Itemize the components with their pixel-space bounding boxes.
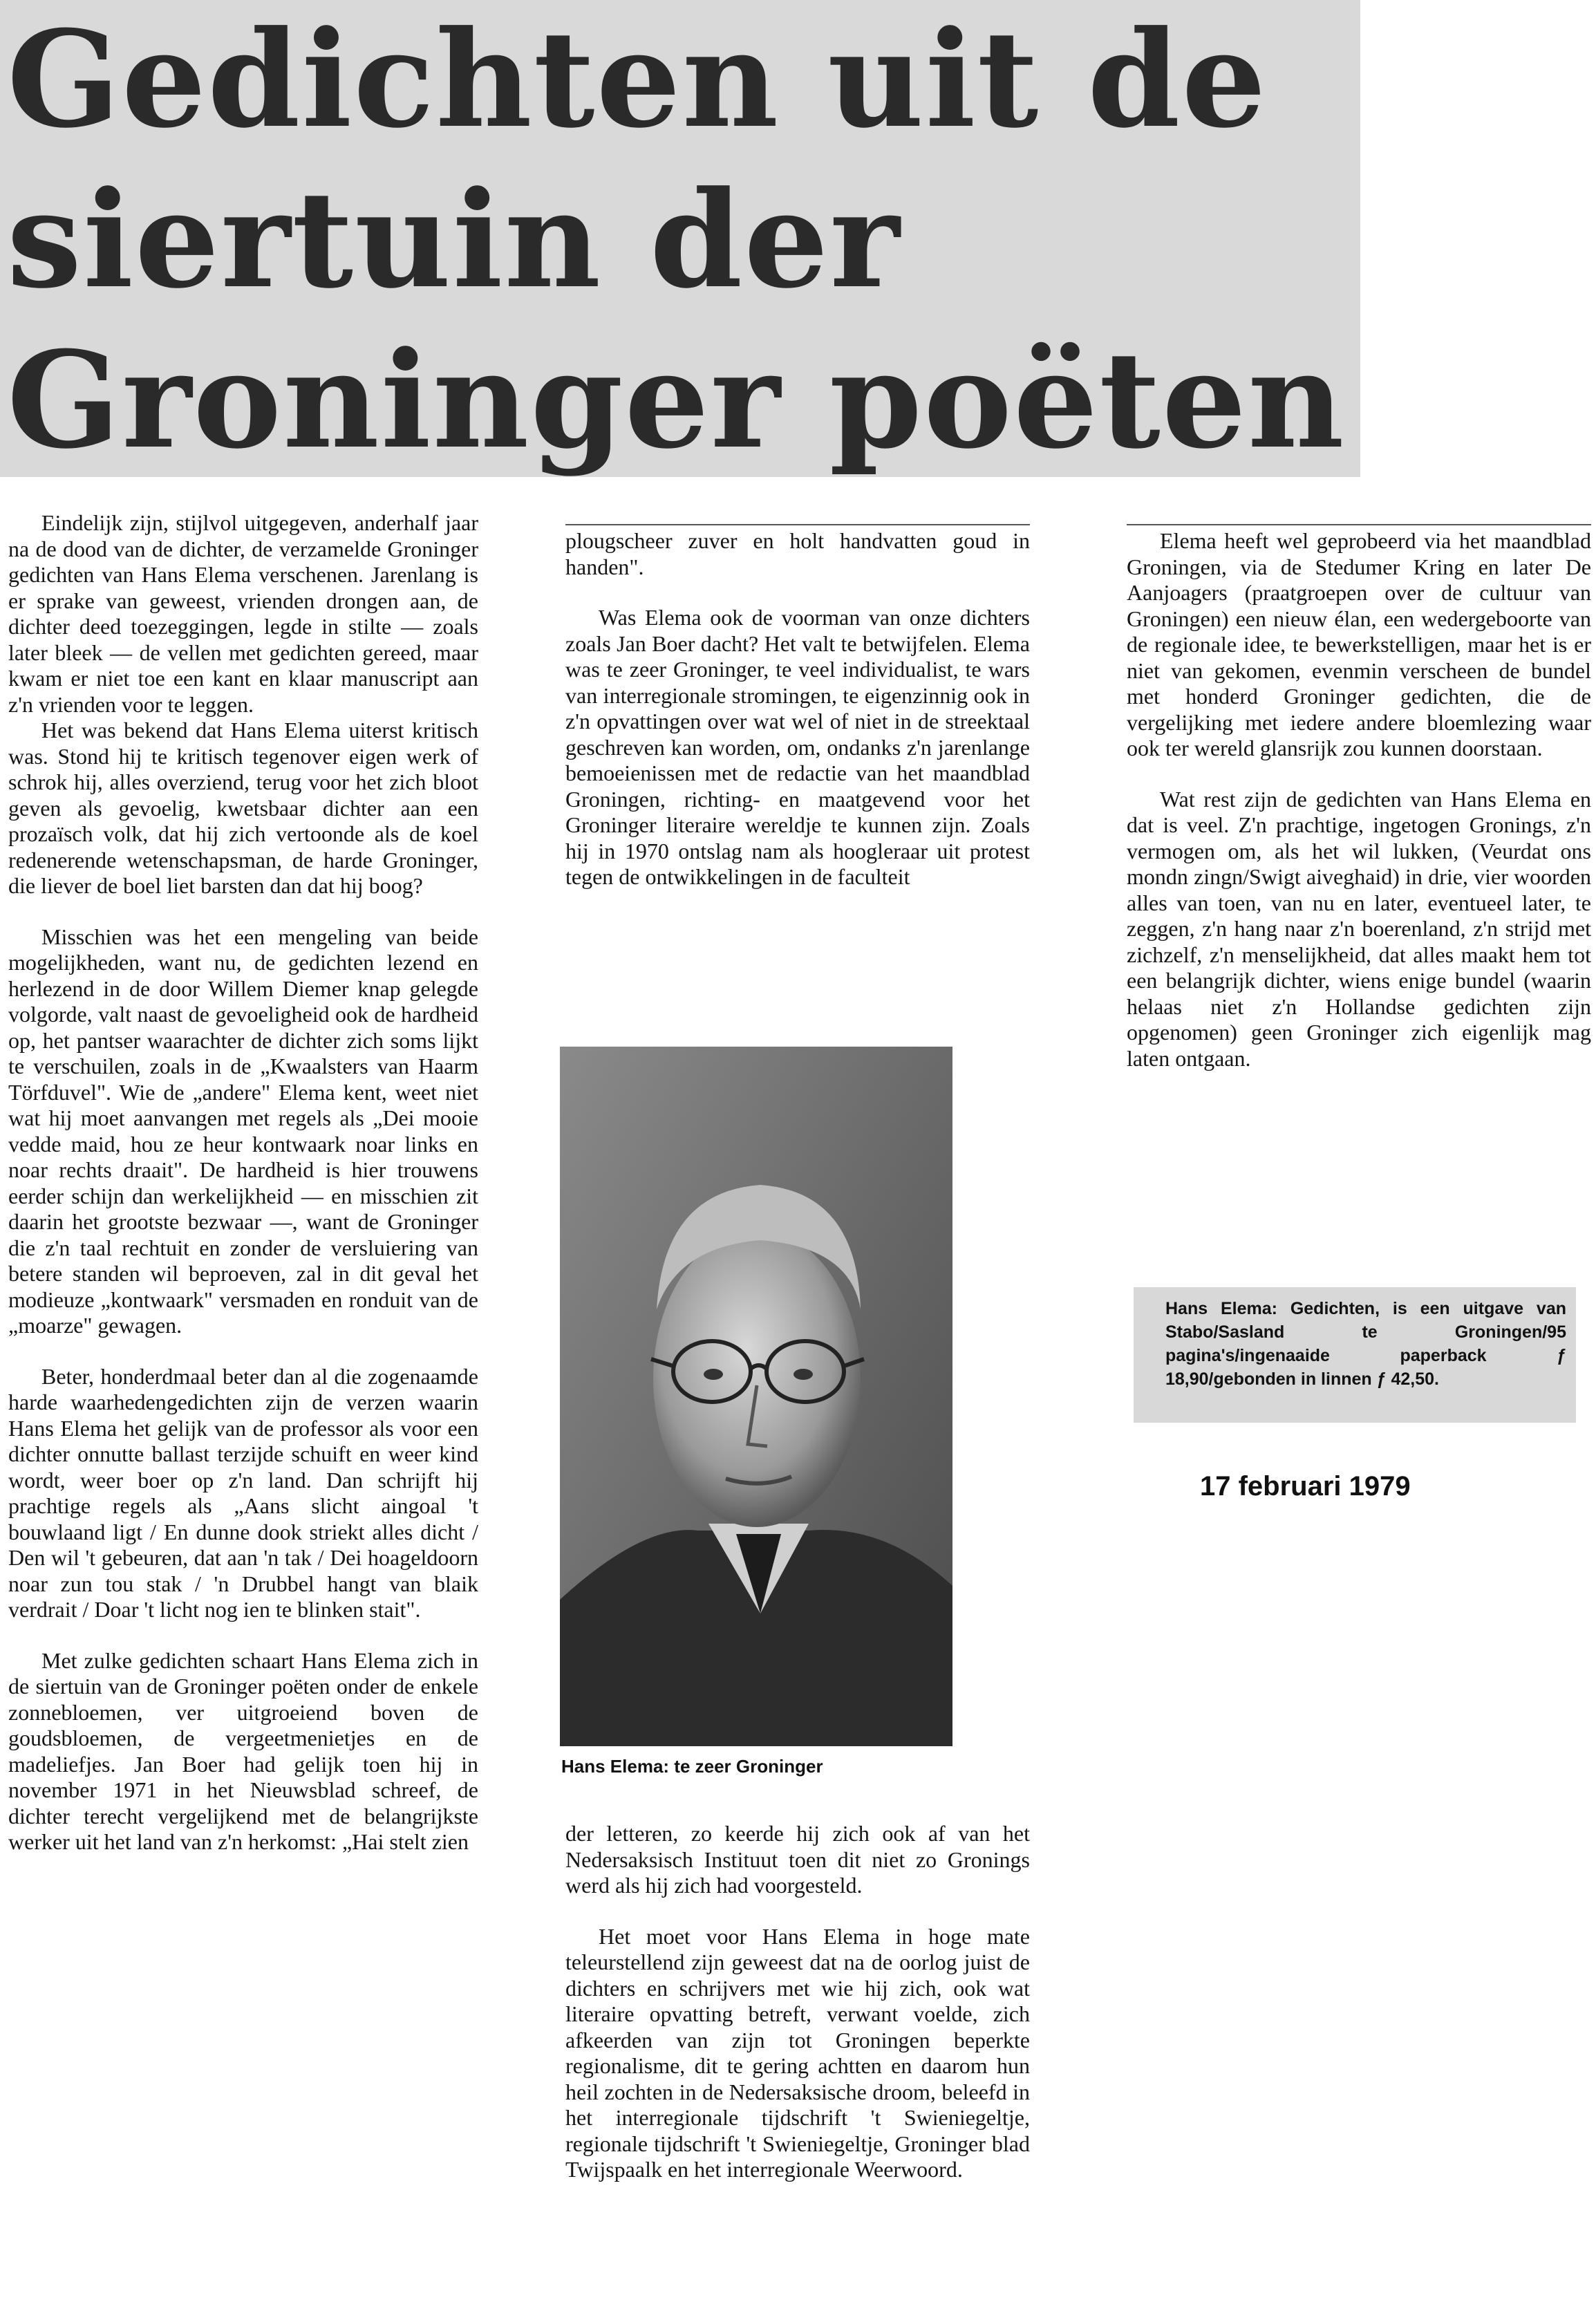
paragraph: Met zulke gedichten schaart Hans Elema zich in de siertuin van de Groninger poëten onder de enkele zonnebloemen, ver uitgroeiend boven de goudsbloemen, de vergeetmenietjes en de madeliefjes. Jan Boer had gelijk toen hij in november 1971 in het Nieuwsblad schreef, de dichter terecht vergelijkend met de belangrijkste werker uit het land van z'n herkomst: „Hai stelt zien — [8, 1647, 478, 1854]
paragraph: Was Elema ook de voorman van onze dichters zoals Jan Boer dacht? Het valt te betwijfelen. Elema was te zeer Groninger, te veel individualist, te wars van interregionale stromingen, te eigenzinnig ook in z'n opvattingen over wat wel of niet in de streektaal geschreven kan worden, om, ondanks z'n jarenlange bemoeienissen met de redactie van het maandblad Groningen, richting- en maatgevend voor het Groninger literaire wereldje te kunnen zijn. Zoals hij in 1970 ontslag nam als hoogleraar uit protest tegen de ontwikkelingen in de faculteit — [565, 605, 1030, 889]
photo-caption: Hans Elema: te zeer Groninger — [561, 1756, 823, 1777]
article-column-2-top — [565, 524, 1030, 890]
article-column-1 — [8, 510, 478, 1855]
paragraph: Eindelijk zijn, stijlvol uitgegeven, anderhalf jaar na de dood van de dichter, de verzamelde Groninger gedichten van Hans Elema verschenen. Jarenlang is er sprake van geweest, vrienden drongen aan, de dichter deed toezeggingen, legde in stilte — zoals later bleek — de vellen met gedichten gereed, maar kwam er niet toe een kant en klaar manuscript aan z'n vrienden voor te leggen. — [8, 510, 478, 717]
article-column-3 — [1127, 524, 1591, 1072]
paragraph: Beter, honderdmaal beter dan al die zogenaamde harde waarhedengedichten zijn de verzen waarin Hans Elema het gelijk van de professor als voor een dichter onnutte ballast terzijde schuift en weer kind wordt, weer boer op z'n land. Dan schrijft hij prachtige regels als „Aans slicht aingoal 't bouwlaand ligt / En dunne dook striekt alles dicht / Den wil 't gebeuren, dat aan 'n tak / Dei hoageldoorn noar zun tou stak / 'n Drubbel hangt van blaik verdrait / Doar 't licht nog ien te blinken stait". — [8, 1363, 478, 1622]
paragraph: Wat rest zijn de gedichten van Hans Elema en dat is veel. Z'n prachtige, ingetogen Gronings, z'n vermogen om, als het wil lukken, (Veurdat ons mondn zingn/Swigt aiveghaid) in drie, vier woorden alles van toen, van nu en later, eventueel later, te zeggen, z'n hang naar z'n boerenland, z'n strijd met zichzelf, z'n menselijkheid, dat alles maakt hem tot een belangrijk dichter, wiens enige bundel (waarin helaas niet z'n Hollandse gedichten zijn opgenomen) geen Groninger zich eigenlijk mag laten ontgaan. — [1127, 786, 1591, 1071]
paragraph: plougscheer zuver en holt handvatten goud in handen". — [565, 528, 1030, 579]
book-info-box — [1134, 1287, 1576, 1423]
portrait-photo — [560, 1047, 952, 1746]
article-column-2-bottom — [565, 1821, 1030, 2183]
headline-line: Gedichten uit de — [7, 2, 1268, 158]
headline — [7, 0, 1360, 481]
headline-box — [0, 0, 1360, 477]
paragraph: Het was bekend dat Hans Elema uiterst kritisch was. Stond hij te kritisch tegenover eigen werk of schrok hij, alles overziend, terug voor het zich bloot geven als gevoelig, kwetsbaar dichter aan een prozaïsch volk, dat hij zich vertoonde als de koel redenerende wetenschapsman, de harde Groninger, die liever de boel liet barsten dan dat hij boog? — [8, 718, 478, 898]
publication-date: 17 februari 1979 — [1200, 1471, 1411, 1502]
paragraph: der letteren, zo keerde hij zich ook af van het Nedersaksisch Instituut toen dit niet zo Gronings werd als hij zich had voorgesteld. — [565, 1821, 1030, 1898]
headline-line: siertuin der — [7, 162, 901, 318]
paragraph: Misschien was het een mengeling van beide mogelijkheden, want nu, de gedichten lezend en herlezend in de door Willem Diemer knap gelegde volgorde, valt naast de gevoeligheid ook de hardheid op, het pantser waarachter de dichter zich soms lijkt te verschuilen, zoals in de „Kwaalsters van Haarm Törfduvel". Wie de „andere" Elema kent, weet niet wat hij moet aanvangen met regels als „Dei mooie vedde maid, hou ze heur kontwaark noar links en noar rechts draait". De hardheid is hier trouwens eerder schijn dan werkelijkheid — en misschien zit daarin het grootste bezwaar —, want de Groninger die z'n taal rechtuit en zonder de versluiering van betere standen wil beproeven, zal in dit geval het modieuze „kontwaark" versmaden en ronduit van de „moarze" gewagen. — [8, 924, 478, 1338]
book-info-text: Hans Elema: Gedichten, is een uitgave van Stabo/Sasland te Groningen/95 pagina's/ingenaaide paperback ƒ 18,90/gebonden in linnen ƒ 42,50. — [1165, 1299, 1566, 1389]
paragraph: Het moet voor Hans Elema in hoge mate teleurstellend zijn geweest dat na de oorlog juist de dichters en schrijvers met wie hij zich, ook wat literaire opvatting betreft, verwant voelde, zich afkeerden van zijn tot Groningen beperkte regionalisme, dit te gering achtten en daarom hun heil zochten in de Nedersaksische droom, beleefd in het interregionale tijdschrift 't Swieniegeltje, regionale tijdschrift 't Swieniegeltje, Groninger blad Twijspaalk en het interregionale Weerwoord. — [565, 1923, 1030, 2182]
paragraph: Elema heeft wel geprobeerd via het maandblad Groningen, via de Stedumer Kring en later De Aanjoagers (praatgroepen over de cultuur van Groningen) een nieuw élan, een wedergeboorte van de regionale idee, te bewerkstelligen, maar het is er niet van gekomen, evenmin verscheen de bundel met honderd Groninger gedichten, die de vergelijking met iedere andere bloemlezing waar ook ter wereld glansrijk zou kunnen doorstaan. — [1127, 528, 1591, 760]
headline-line: Groninger poëten — [7, 323, 1346, 478]
